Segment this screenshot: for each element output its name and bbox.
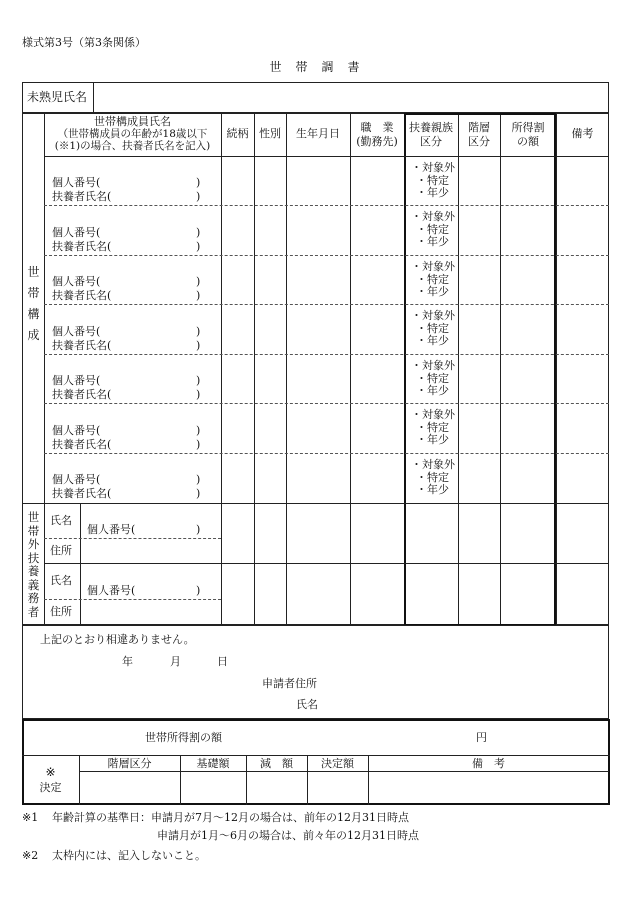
sex-header: 性別 [259,127,281,140]
birth-header: 生年月日 [296,127,340,140]
minor-name-label: 未熟児氏名 [27,90,88,104]
page-title: 世 帯 調 書 [269,60,361,74]
yen-unit: 円 [476,731,487,744]
col-reduction: 減 額 [260,757,293,770]
dependent-options: ・対象外 ・特定 ・年少 [411,210,455,248]
tier-header: 階層 [468,121,490,134]
date-day: 日 [217,655,228,668]
col-decided: 決定額 [321,757,354,770]
dependent-options: ・対象外 ・特定 ・年少 [411,458,455,496]
dependent-options: ・対象外 ・特定 ・年少 [411,408,455,446]
job-header: 職 業 [360,121,394,134]
dependent-options: ・対象外 ・特定 ・年少 [411,309,455,347]
col-remarks: 備 考 [472,757,505,770]
note1-line1: 年齢計算の基準日：申請月が7月～12月の場合は、前年の12月31日時点 [52,811,409,824]
note1-line2: 申請月が1月～6月の場合は、前々年の12月31日時点 [157,829,419,842]
note2-mark: ※2 [22,849,39,862]
section-outside-label: 世帯外扶養義務者 [27,510,40,619]
dependent-options: ・対象外 ・特定 ・年少 [411,260,455,298]
col-tier: 階層区分 [107,757,152,770]
col-base: 基礎額 [196,757,230,770]
member-name-header: 世帯構成員氏名 [94,115,171,128]
minor-name-field[interactable] [95,84,607,111]
form-number: 様式第3号（第3条関係） [22,36,146,49]
section-household-label: 世帯構成 [27,265,40,342]
dependent-options: ・対象外 ・特定 ・年少 [411,161,455,199]
decision-label: 決定 [39,781,62,794]
dependent-options: ・対象外 ・特定 ・年少 [411,359,455,397]
office-mark: ※ [45,765,56,779]
date-year: 年 [122,655,133,668]
note2-text: 太枠内には、記入しないこと。 [52,849,206,862]
income-header: 所得割 [511,121,545,134]
declaration-statement: 上記のとおり相違ありません。 [40,633,195,646]
dependent-header: 扶養親族 [409,121,453,134]
applicant-name-label: 氏名 [296,698,318,711]
applicant-address-label: 申請者住所 [262,677,317,690]
remarks-header: 備考 [571,127,594,140]
relation-header: 続柄 [226,127,249,140]
date-month: 月 [170,655,181,668]
household-income-label: 世帯所得割の額 [145,731,222,744]
note1-mark: ※1 [22,811,39,824]
